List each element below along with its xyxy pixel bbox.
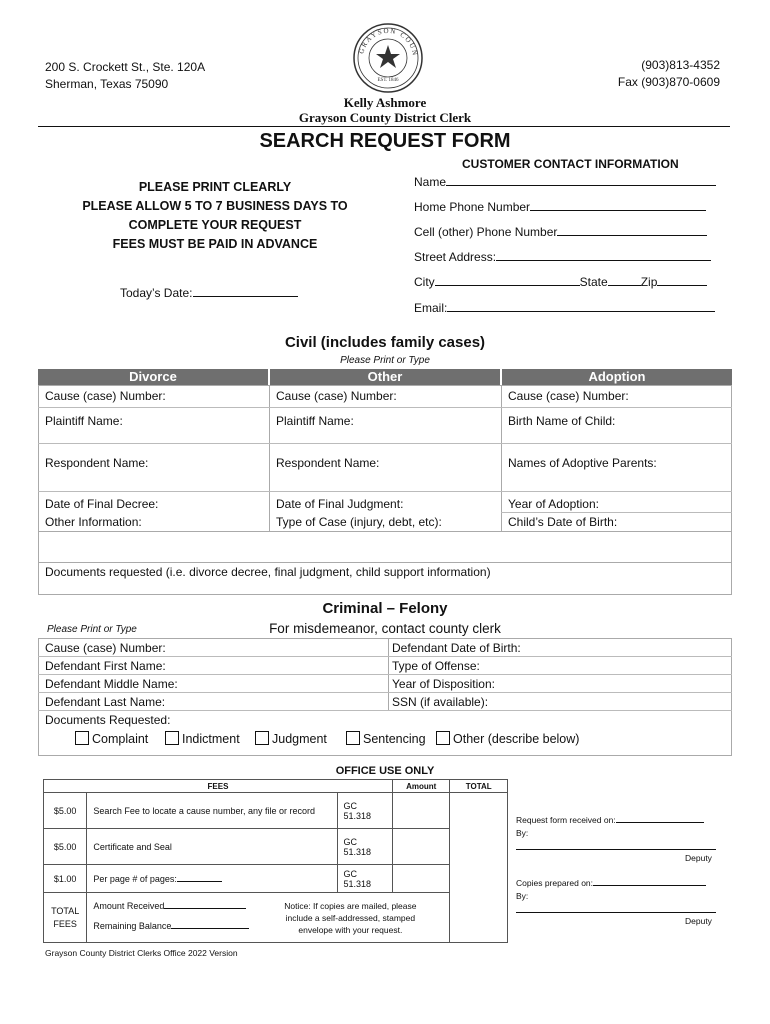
criminal-note: For misdemeanor, contact county clerk xyxy=(269,621,501,636)
criminal-row-divider xyxy=(38,674,732,675)
divorce-respondent-field[interactable]: Respondent Name: xyxy=(45,456,149,470)
checkbox-other[interactable] xyxy=(436,731,579,746)
offense-type-field[interactable]: Type of Offense: xyxy=(392,659,480,673)
criminal-docs-label: Documents Requested: xyxy=(45,713,171,727)
fees-label: FEES xyxy=(53,918,77,929)
civil-row-divider xyxy=(38,491,732,492)
adoption-cause-field[interactable]: Cause (case) Number: xyxy=(508,389,629,403)
checkbox-label: Sentencing xyxy=(363,732,426,746)
total-fees-label xyxy=(44,893,87,943)
fee-code: GC 51.318 xyxy=(337,829,392,865)
home-phone-field[interactable] xyxy=(414,200,706,214)
remaining-balance-label: Remaining Balance xyxy=(93,921,172,931)
checkbox-label: Indictment xyxy=(182,732,240,746)
checkbox-label: Other (describe below) xyxy=(453,732,580,746)
fee-amount-cell[interactable] xyxy=(392,793,449,829)
defendant-last-name-field[interactable]: Defendant Last Name: xyxy=(45,695,166,709)
amount-col-header: Amount xyxy=(392,780,449,793)
ssn-field[interactable]: SSN (if available): xyxy=(392,695,489,709)
civil-documents-label: Documents requested (i.e. divorce decree, final judgment, child support information) xyxy=(45,565,491,579)
criminal-row-divider xyxy=(38,692,732,693)
defendant-dob-field[interactable]: Defendant Date of Birth: xyxy=(392,641,521,655)
phone-number: (903)813-4352 xyxy=(641,58,720,72)
civil-row-divider xyxy=(38,443,732,444)
divorce-decree-field[interactable]: Date of Final Decree: xyxy=(45,497,159,511)
checkbox-indictment[interactable] xyxy=(165,731,240,746)
street-label: Street Address: xyxy=(414,250,497,264)
disposition-year-field[interactable]: Year of Disposition: xyxy=(392,677,495,691)
fee-desc: Per page # of pages: xyxy=(93,873,177,884)
contact-heading: CUSTOMER CONTACT INFORMATION xyxy=(462,157,679,171)
totals-block xyxy=(87,893,450,943)
other-plaintiff-field[interactable]: Plaintiff Name: xyxy=(276,414,354,428)
street-field[interactable] xyxy=(414,250,711,264)
deputy-label-2: Deputy xyxy=(685,916,712,926)
checkbox-box[interactable] xyxy=(165,731,179,745)
todays-date-field[interactable] xyxy=(120,286,298,300)
other-judgment-field[interactable]: Date of Final Judgment: xyxy=(276,497,404,511)
fee-desc: Search Fee to locate a cause number, any file or record xyxy=(87,793,337,829)
other-respondent-field[interactable]: Respondent Name: xyxy=(276,456,380,470)
fee-price: $5.00 xyxy=(44,793,87,829)
mail-notice: Notice: If copies are mailed, please include a self-addressed, stamped envelope with your request. xyxy=(284,901,417,935)
civil-row-divider xyxy=(38,531,732,532)
other-case-type-field[interactable]: Type of Case (injury, debt, etc): xyxy=(276,515,442,529)
received-on-label: Request form received on: xyxy=(516,815,616,825)
form-title: SEARCH REQUEST FORM xyxy=(259,130,511,152)
defendant-first-name-field[interactable]: Defendant First Name: xyxy=(45,659,166,673)
fee-amount-cell[interactable] xyxy=(392,829,449,865)
received-by-line[interactable] xyxy=(516,849,716,850)
zip-label: Zip xyxy=(640,275,658,289)
received-on-field[interactable] xyxy=(516,815,704,825)
criminal-row-divider xyxy=(38,710,732,711)
total-label: TOTAL xyxy=(51,905,80,916)
instruction-line2: PLEASE ALLOW 5 TO 7 BUSINESS DAYS TO xyxy=(82,199,348,213)
amount-received-field[interactable] xyxy=(93,901,246,911)
fee-amount-cell[interactable] xyxy=(392,865,449,893)
instruction-line1: PLEASE PRINT CLEARLY xyxy=(138,180,292,194)
instruction-line3: COMPLETE YOUR REQUEST xyxy=(128,218,302,232)
address-line1: 200 S. Crockett St., Ste. 120A xyxy=(45,60,206,74)
total-cell[interactable] xyxy=(450,793,508,943)
fees-col-header: FEES xyxy=(44,780,393,793)
civil-row-divider xyxy=(38,407,732,408)
svg-text:GRAYSON COUNTY TEXAS: GRAYSON COUN xyxy=(357,26,420,58)
footer-version: Grayson County District Clerks Office 2022 Version xyxy=(45,948,238,958)
divorce-header: Divorce xyxy=(38,369,268,385)
copies-prepared-label: Copies prepared on: xyxy=(516,878,594,888)
checkbox-box[interactable] xyxy=(346,731,360,745)
name-label: Name xyxy=(414,175,447,189)
criminal-title: Criminal – Felony xyxy=(322,600,448,617)
total-col-header: TOTAL xyxy=(450,780,508,793)
checkbox-sentencing[interactable] xyxy=(346,731,426,746)
fee-price: $1.00 xyxy=(44,865,87,893)
civil-subtitle: Please Print or Type xyxy=(340,355,430,366)
checkbox-label: Judgment xyxy=(272,732,327,746)
civil-title: Civil (includes family cases) xyxy=(284,334,486,351)
checkbox-box[interactable] xyxy=(436,731,450,745)
office-use-heading: OFFICE USE ONLY xyxy=(335,765,435,777)
email-field[interactable] xyxy=(414,301,715,315)
email-label: Email: xyxy=(414,301,448,315)
fee-price: $5.00 xyxy=(44,829,87,865)
defendant-middle-name-field[interactable]: Defendant Middle Name: xyxy=(45,677,178,691)
name-field[interactable] xyxy=(414,175,716,189)
adoption-parents-field[interactable]: Names of Adoptive Parents: xyxy=(508,456,657,470)
received-by-label: By: xyxy=(516,828,529,838)
divorce-plaintiff-field[interactable]: Plaintiff Name: xyxy=(45,414,123,428)
adoption-year-field[interactable]: Year of Adoption: xyxy=(508,497,599,511)
instruction-line4: FEES MUST BE PAID IN ADVANCE xyxy=(112,237,318,251)
fees-table xyxy=(43,779,508,943)
adoption-birth-name-field[interactable]: Birth Name of Child: xyxy=(508,414,616,428)
fee-desc: Certificate and Seal xyxy=(87,829,337,865)
checkbox-judgment[interactable] xyxy=(255,731,327,746)
civil-grid xyxy=(38,385,732,563)
clerk-name: Kelly Ashmore xyxy=(343,95,427,110)
divorce-cause-field[interactable]: Cause (case) Number: xyxy=(45,389,166,403)
city-state-zip-field[interactable] xyxy=(414,275,707,289)
checkbox-box[interactable] xyxy=(75,731,89,745)
address-line2: Sherman, Texas 75090 xyxy=(45,77,169,91)
copies-by-line[interactable] xyxy=(516,912,716,913)
state-label: State xyxy=(579,275,608,289)
county-seal xyxy=(352,22,424,94)
copies-prepared-field[interactable] xyxy=(516,878,706,888)
header-divider xyxy=(38,126,730,127)
adoption-header: Adoption xyxy=(502,369,732,385)
deputy-label: Deputy xyxy=(685,853,712,863)
cell-phone-label: Cell (other) Phone Number xyxy=(414,225,558,239)
amount-received-label: Amount Received xyxy=(93,901,165,911)
fee-code: GC 51.318 xyxy=(337,793,392,829)
city-label: City xyxy=(414,275,435,289)
criminal-print-type: Please Print or Type xyxy=(47,624,137,635)
criminal-cause-field[interactable]: Cause (case) Number: xyxy=(45,641,166,655)
clerk-title: Grayson County District Clerk xyxy=(298,110,472,125)
divorce-other-info-field[interactable]: Other Information: xyxy=(45,515,142,529)
copies-by-label: By: xyxy=(516,891,529,901)
cell-phone-field[interactable] xyxy=(414,225,707,239)
checkbox-complaint[interactable] xyxy=(75,731,148,746)
fax-number: Fax (903)870-0609 xyxy=(617,75,720,89)
other-cause-field[interactable]: Cause (case) Number: xyxy=(276,389,397,403)
remaining-balance-field[interactable] xyxy=(93,921,249,931)
civil-documents-field[interactable] xyxy=(38,562,732,595)
checkbox-box[interactable] xyxy=(255,731,269,745)
adoption-dob-field[interactable]: Child’s Date of Birth: xyxy=(508,515,618,529)
fee-desc-pages[interactable] xyxy=(87,865,337,893)
svg-text:EST. 1846: EST. 1846 xyxy=(377,78,399,83)
civil-row-divider xyxy=(501,512,732,513)
checkbox-label: Complaint xyxy=(92,732,149,746)
other-header: Other xyxy=(270,369,500,385)
todays-date-label: Today’s Date: xyxy=(120,286,193,300)
fee-code: GC 51.318 xyxy=(337,865,392,893)
criminal-row-divider xyxy=(38,656,732,657)
home-phone-label: Home Phone Number xyxy=(414,200,531,214)
